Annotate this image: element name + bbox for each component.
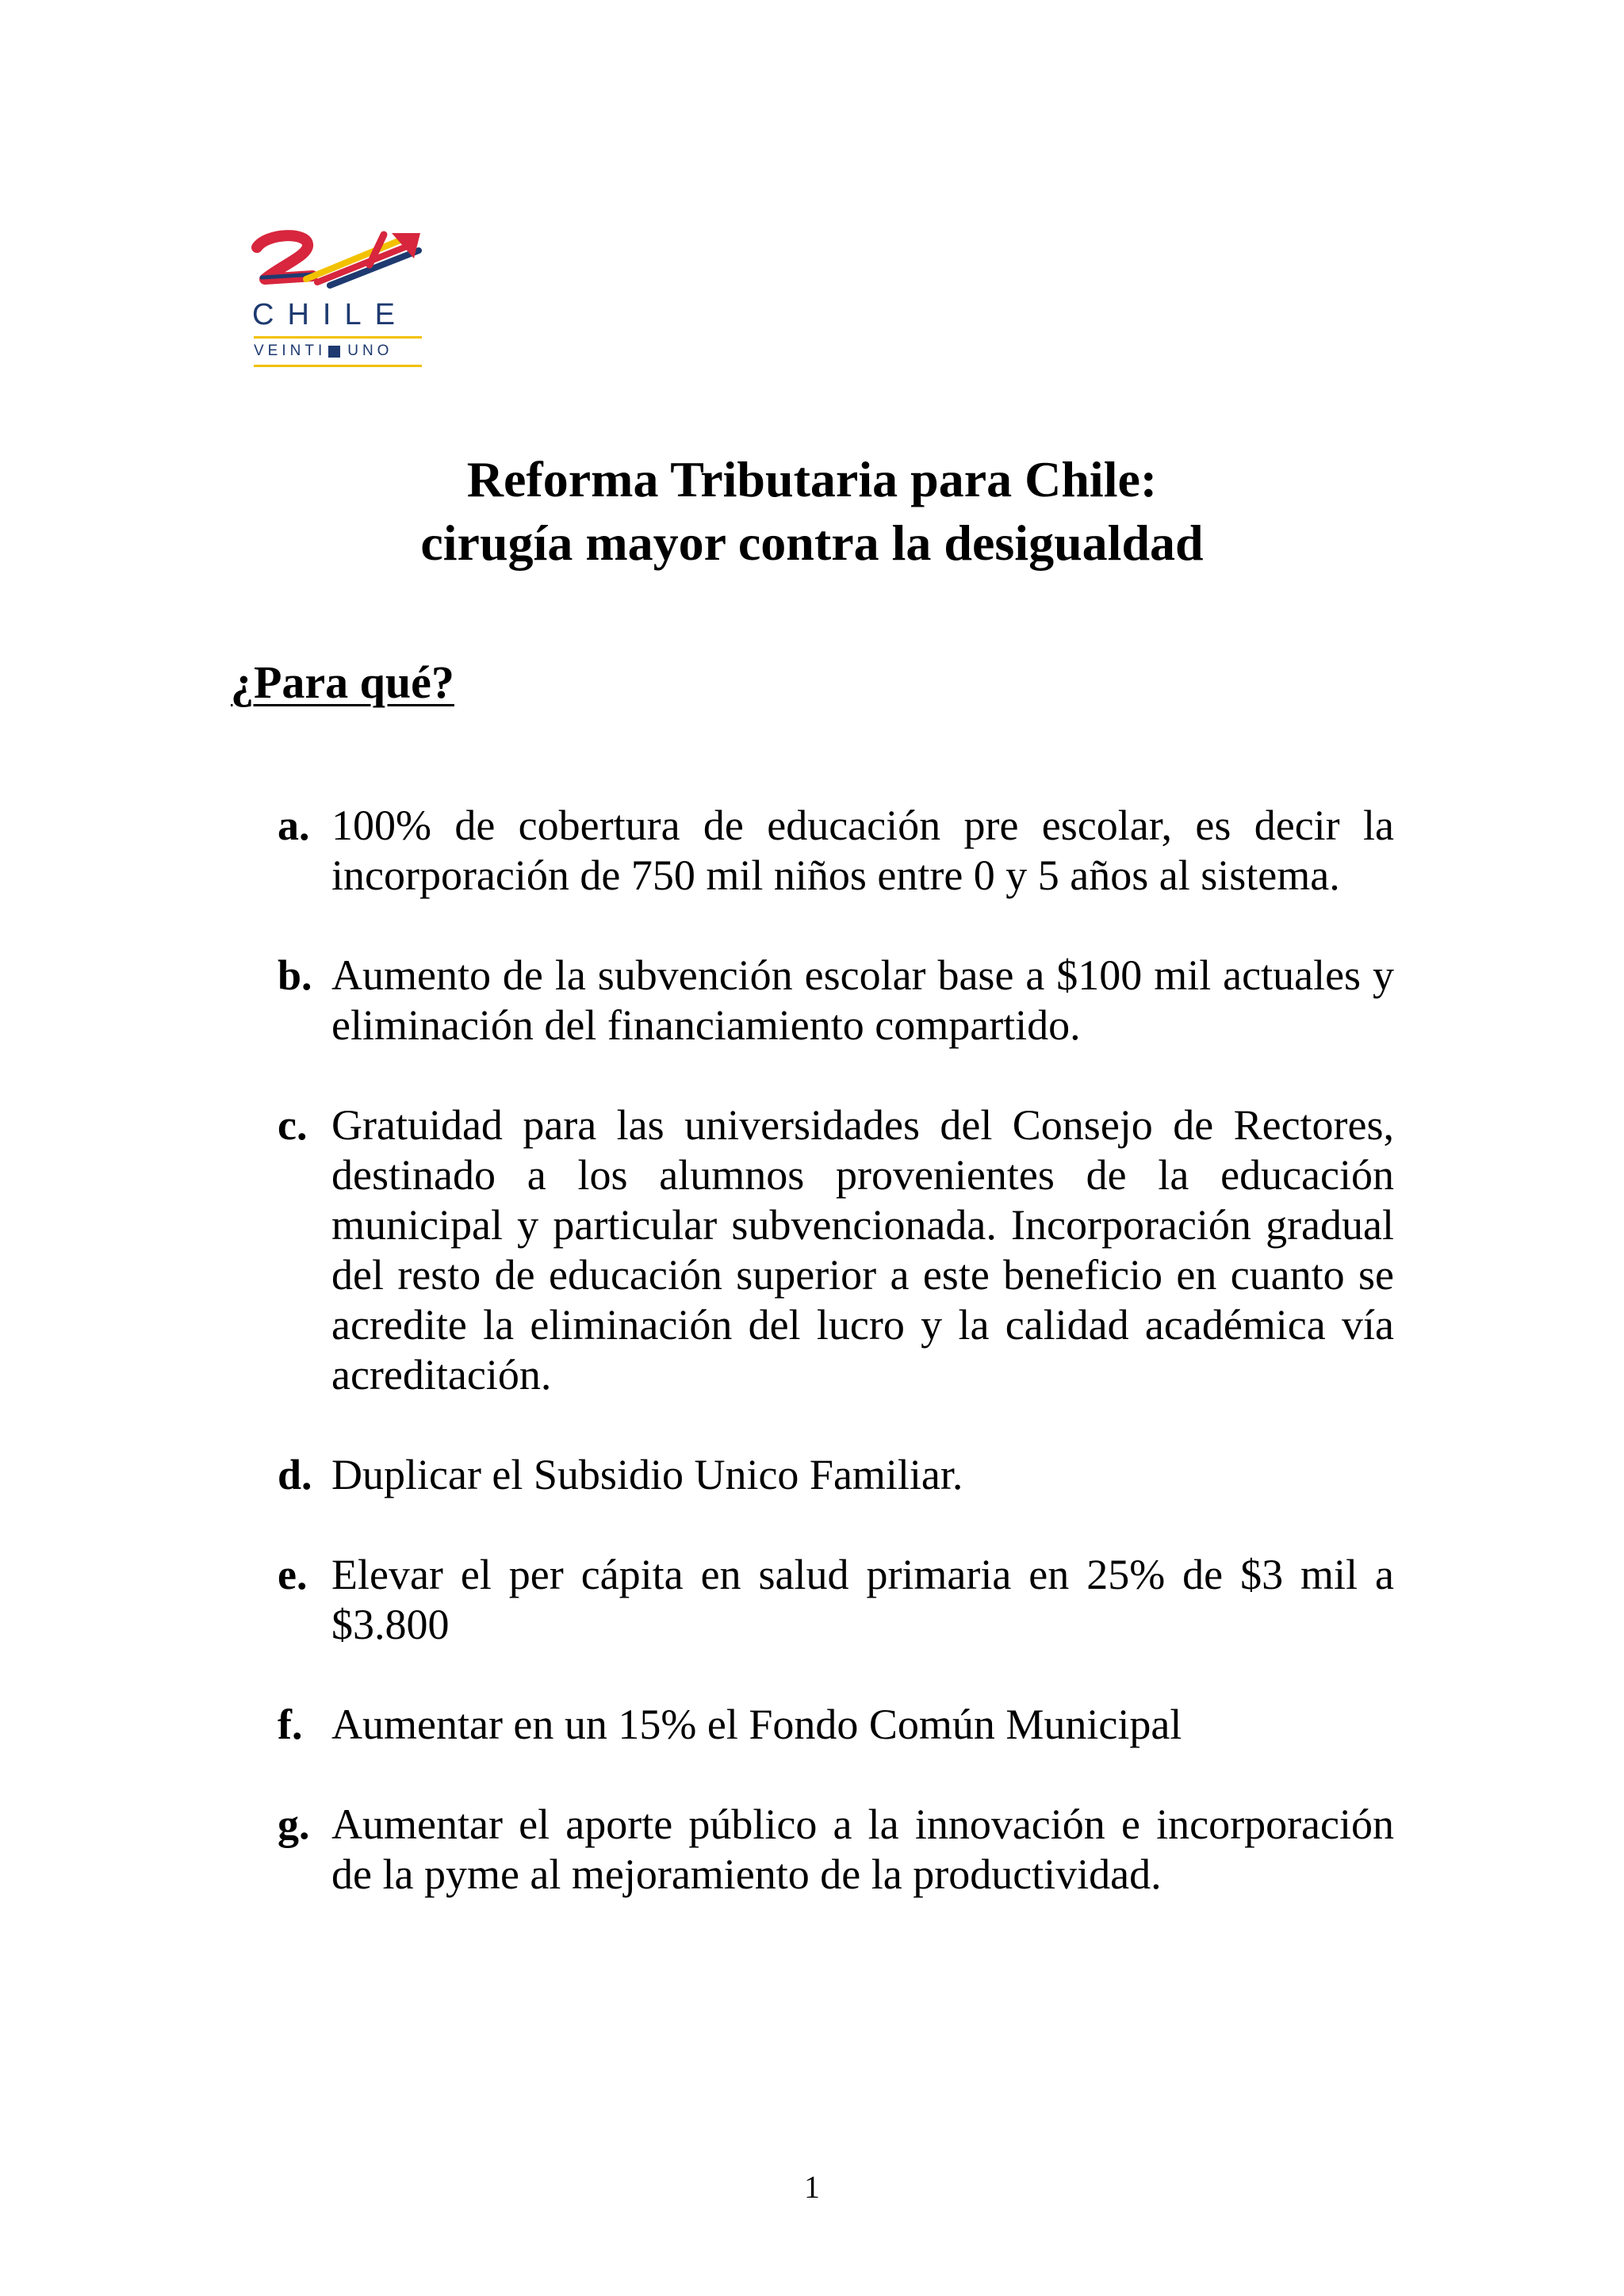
list-item-text: Gratuidad para las universidades del Consejo de Rectores, destinado a los alumnos provenientes de la educación municipal y particular subvencionada. Incorporación gradual del resto de educación superior a este beneficio en cuanto se acredite la eliminación del lucro y la calidad académica vía acreditación.: [331, 1101, 1394, 1399]
logo-wordmark: CHILE: [252, 298, 408, 331]
title-line-1: Reforma Tributaria para Chile:: [466, 451, 1158, 507]
logo-21-arrows-mark: [251, 230, 425, 293]
list-item-marker: f.: [278, 1701, 303, 1748]
proposal-list: [278, 801, 1394, 1950]
list-item-text: 100% de cobertura de educación pre escolar, es decir la incorporación de 750 mil niños entre 0 y 5 años al sistema.: [331, 802, 1394, 899]
list-item: [278, 801, 1394, 901]
logo-square-icon: [328, 346, 340, 358]
list-item: [278, 1450, 1394, 1500]
list-item-marker: d.: [278, 1451, 312, 1498]
list-item-text: Duplicar el Subsidio Unico Familiar.: [331, 1451, 963, 1498]
logo-yellow-rule-bottom: [254, 365, 422, 367]
list-item-marker: a.: [278, 802, 310, 849]
list-item-text: Aumentar el aporte público a la innovación e incorporación de la pyme al mejoramiento de la productividad.: [331, 1800, 1394, 1898]
chile-21-logo: [247, 230, 430, 373]
list-item-marker: b.: [278, 951, 312, 999]
list-item-marker: e.: [278, 1551, 308, 1598]
list-item-text: Aumento de la subvención escolar base a $100 mil actuales y eliminación del financiamiento compartido.: [331, 951, 1394, 1049]
list-item-text: Aumentar en un 15% el Fondo Común Municipal: [331, 1701, 1182, 1748]
list-item: [278, 1800, 1394, 1900]
logo-yellow-rule-top: [254, 336, 422, 339]
list-item: [278, 951, 1394, 1050]
list-item: [278, 1550, 1394, 1650]
document-title: [0, 448, 1624, 575]
list-item-marker: c.: [278, 1101, 308, 1149]
page-number: 1: [804, 2169, 820, 2205]
logo-sub-left: VEINTI: [254, 342, 327, 359]
list-item-marker: g.: [278, 1800, 310, 1848]
logo-subtitle: [254, 342, 393, 360]
logo-sub-right: UNO: [347, 342, 393, 359]
list-item-text: Elevar el per cápita en salud primaria en 25% de $3 mil a $3.800: [331, 1551, 1394, 1648]
list-item: [278, 1700, 1394, 1750]
title-line-2: cirugía mayor contra la desigualdad: [420, 515, 1204, 571]
list-item: [278, 1100, 1394, 1400]
section-heading: ¿Para qué?: [231, 656, 454, 708]
